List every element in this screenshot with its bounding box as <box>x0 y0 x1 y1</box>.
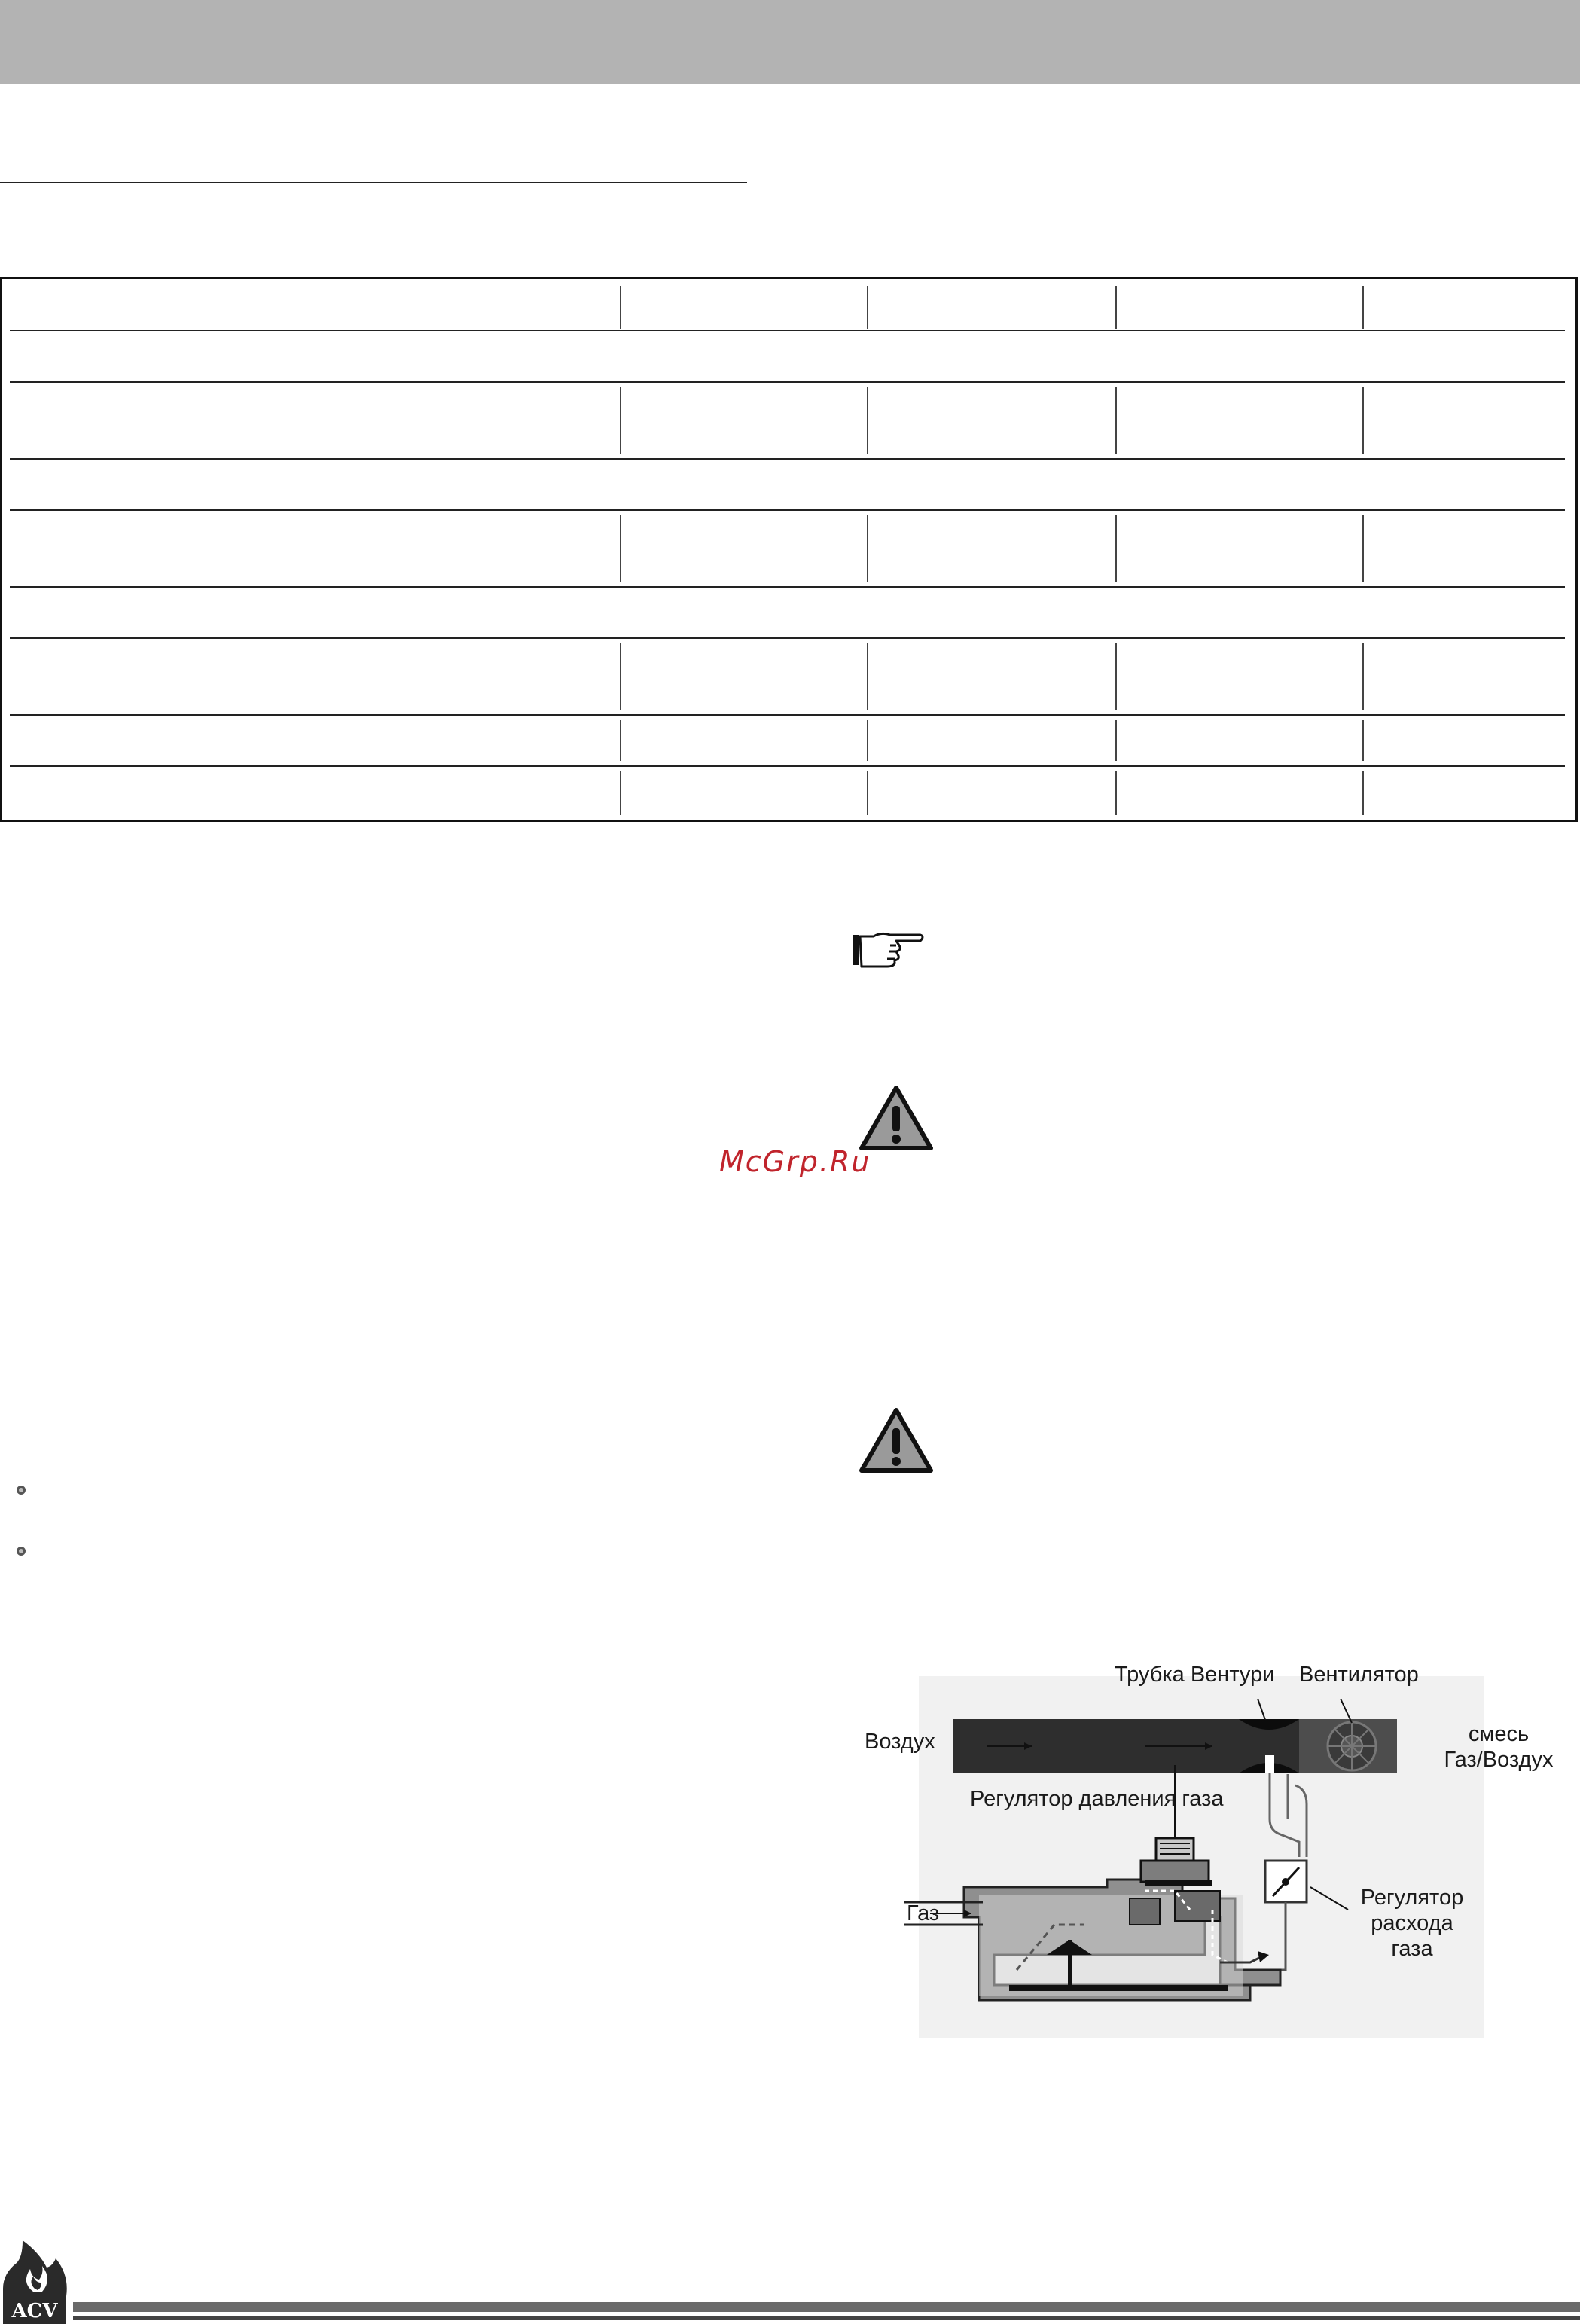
watermark: McGrp.Ru <box>719 1145 871 1178</box>
bullet-icon <box>17 1486 26 1495</box>
label-fan: Вентилятор <box>1299 1663 1419 1687</box>
table-col-separator <box>1362 515 1364 582</box>
table-col-separator <box>620 643 621 710</box>
bullet-icon <box>17 1547 26 1556</box>
table-col-separator <box>1362 771 1364 815</box>
table-col-separator <box>1362 643 1364 710</box>
table-col-separator <box>620 515 621 582</box>
logo-text: ACV <box>11 2300 58 2322</box>
label-venturi: Трубка Вентури <box>1115 1663 1275 1687</box>
warning-icon <box>859 1085 934 1153</box>
header-band <box>0 0 1580 84</box>
table-col-separator <box>1115 720 1117 761</box>
table-col-separator <box>620 387 621 454</box>
table-col-separator <box>620 771 621 815</box>
table-row-separator <box>10 637 1565 639</box>
label-flow-regulator <box>1348 1885 1476 1962</box>
table-col-separator <box>867 286 868 329</box>
table-col-separator <box>1115 286 1117 329</box>
table-col-separator <box>1115 771 1117 815</box>
table-col-separator <box>1362 286 1364 329</box>
diagram-illustration <box>859 1654 1574 2045</box>
label-air: Воздух <box>865 1730 935 1754</box>
table-row-separator <box>10 765 1565 767</box>
table-col-separator <box>867 387 868 454</box>
table-col-separator <box>620 286 621 329</box>
table-col-separator <box>1115 387 1117 454</box>
title-underline <box>0 182 747 183</box>
label-flow-regulator-line2: расхода <box>1371 1911 1453 1935</box>
table-col-separator <box>867 771 868 815</box>
table-row-separator <box>10 714 1565 716</box>
label-gas: Газ <box>907 1901 940 1925</box>
table-col-separator <box>1115 643 1117 710</box>
table-col-separator <box>1115 515 1117 582</box>
acv-flame-logo-icon <box>0 2236 69 2324</box>
label-mixture-line1: смесь <box>1468 1722 1530 1746</box>
table-row-separator <box>10 586 1565 588</box>
table-row-separator <box>10 458 1565 460</box>
spec-table <box>0 277 1578 822</box>
table-col-separator <box>867 643 868 710</box>
label-mixture <box>1427 1721 1570 1773</box>
label-flow-regulator-line1: Регулятор <box>1360 1886 1464 1910</box>
footer-bar-thin <box>73 2316 1580 2320</box>
table-col-separator <box>867 720 868 761</box>
table-row-separator <box>10 509 1565 511</box>
table-row-separator <box>10 381 1565 383</box>
table-col-separator <box>1362 720 1364 761</box>
label-mixture-line2: Газ/Воздух <box>1444 1748 1554 1772</box>
warning-icon <box>859 1407 934 1475</box>
label-pressure-regulator: Регулятор давления газа <box>970 1787 1224 1811</box>
table-col-separator <box>620 720 621 761</box>
footer-bar <box>73 2302 1580 2312</box>
table-col-separator <box>867 515 868 582</box>
label-flow-regulator-line3: газа <box>1391 1937 1433 1961</box>
table-col-separator <box>1362 387 1364 454</box>
table-row-separator <box>10 330 1565 331</box>
gas-air-diagram <box>859 1654 1574 2045</box>
pointing-hand-icon <box>851 929 926 971</box>
